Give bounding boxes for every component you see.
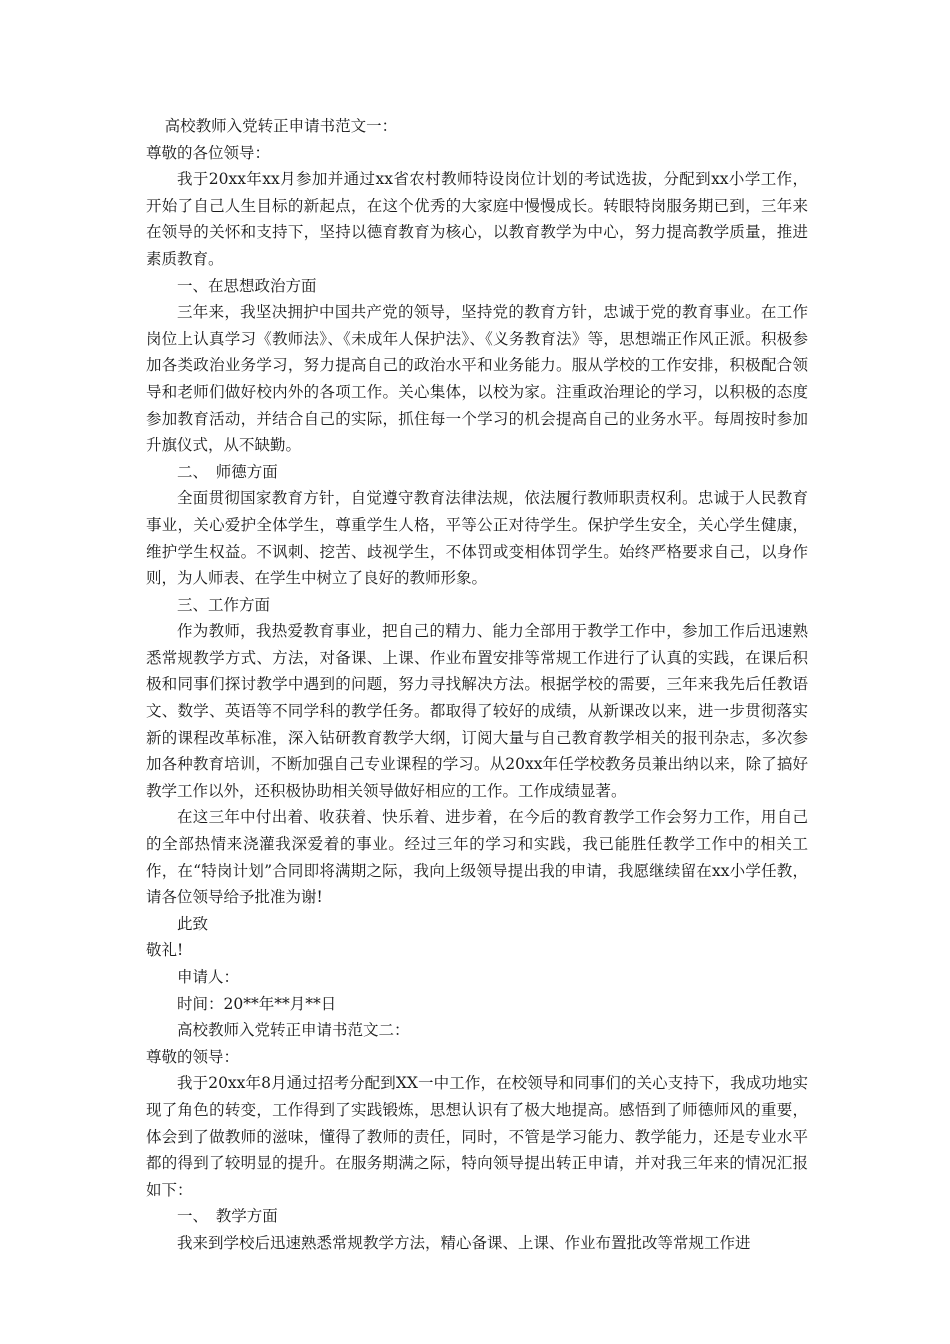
paragraph-conclusion: 在这三年中付出着、收获着、快乐着、进步着，在今后的教育教学工作会努力工作，用自己的全部热情来浇灌我深爱着的事业。经过三年的学习和实践，我已能胜任教学工作中的相关工作，在“特岗计划”合同即将满期之际，我向上级领导提出我的申请，我愿继续留在xx小学任教，请各位领导给予批准为谢! xyxy=(146,808,808,907)
applicant-label: 申请人： xyxy=(177,968,240,986)
salutation-two: 尊敬的领导： xyxy=(146,1047,240,1066)
paragraph-intro: 我于20xx年xx月参加并通过xx省农村教师特设岗位计划的考试选拔，分配到xx小学工作，开始了自己人生目标的新起点，在这个优秀的大家庭中慢慢成长。转眼特岗服务期已到，三年来在领导的关怀和支持下，坚持以德育教育为核心，以教育教学为中心，努力提高教学质量，推进素质教育。 xyxy=(146,170,808,268)
essay-one-title: 高校教师入党转正申请书范文一： xyxy=(164,117,398,135)
paragraph-ethics: 全面贯彻国家教育方针，自觉遵守教育法律法规，依法履行教师职责权利。忠诚于人民教育事业，关心爱护全体学生，尊重学生人格，平等公正对待学生。保护学生安全，关心学生健康，维护学生权益。不讽刺、挖苦、歧视学生，不体罚或变相体罚学生。始终严格要求自己，以身作则，为人师表、在学生中树立了良好的教师形象。 xyxy=(146,489,808,588)
paragraph-teaching: 我来到学校后迅速熟悉常规教学方法，精心备课、上课、作业布置批改等常规工作进 xyxy=(177,1233,751,1252)
section-heading-ethics: 二、 师德方面 xyxy=(177,462,278,481)
closing-jingli: 敬礼! xyxy=(146,941,184,960)
closing-cizhi: 此致 xyxy=(177,914,209,933)
salutation-one: 尊敬的各位领导： xyxy=(146,143,271,162)
section-heading-teaching: 一、 教学方面 xyxy=(177,1207,278,1226)
section-heading-work: 三、工作方面 xyxy=(177,595,271,614)
section-heading-politics: 一、在思想政治方面 xyxy=(177,276,317,295)
essay-two-title: 高校教师入党转正申请书范文二： xyxy=(177,1021,410,1040)
date-line: 时间：20**年**月**日 xyxy=(177,994,337,1013)
paragraph-two-intro: 我于20xx年8月通过招考分配到XX一中工作，在校领导和同事们的关心支持下，我成功地实现了角色的转变，工作得到了实践锻炼，思想认识有了极大地提高。感悟到了师德师风的重要，体会到了做教师的滋味，懂得了教师的责任，同时，不管是学习能力、教学能力，还是专业水平都的得到了较明显的提升。在服务期满之际，特向领导提出转正申请，并对我三年来的情况汇报如下： xyxy=(146,1074,808,1199)
document-page xyxy=(146,113,808,1257)
paragraph-politics: 三年来，我坚决拥护中国共产党的领导，坚持党的教育方针，忠诚于党的教育事业。在工作岗位上认真学习《教师法》、《未成年人保护法》、《义务教育法》等，思想端正作风正派。积极参加各类政治业务学习，努力提高自己的政治水平和业务能力。服从学校的工作安排，积极配合领导和老师们做好校内外的各项工作。关心集体，以校为家。注重政治理论的学习，以积极的态度参加教育活动，并结合自己的实际，抓住每一个学习的机会提高自己的业务水平。每周按时参加升旗仪式，从不缺勤。 xyxy=(146,303,808,455)
paragraph-work: 作为教师，我热爱教育事业，把自己的精力、能力全部用于教学工作中，参加工作后迅速熟悉常规教学方式、方法，对备课、上课、作业布置安排等常规工作进行了认真的实践，在课后积极和同事们探讨教学中遇到的问题，努力寻找解决方法。根据学校的需要，三年来我先后任教语文、数学、英语等不同学科的教学任务。都取得了较好的成绩，从新课改以来，进一步贯彻落实新的课程改革标准，深入钻研教育教学大纲，订阅大量与自己教育教学相关的报刊杂志，多次参加各种教育培训，不断加强自己专业课程的学习。从20xx年任学校教务员兼出纳以来，除了搞好教学工作以外，还积极协助相关领导做好相应的工作。工作成绩显著。 xyxy=(146,622,808,800)
